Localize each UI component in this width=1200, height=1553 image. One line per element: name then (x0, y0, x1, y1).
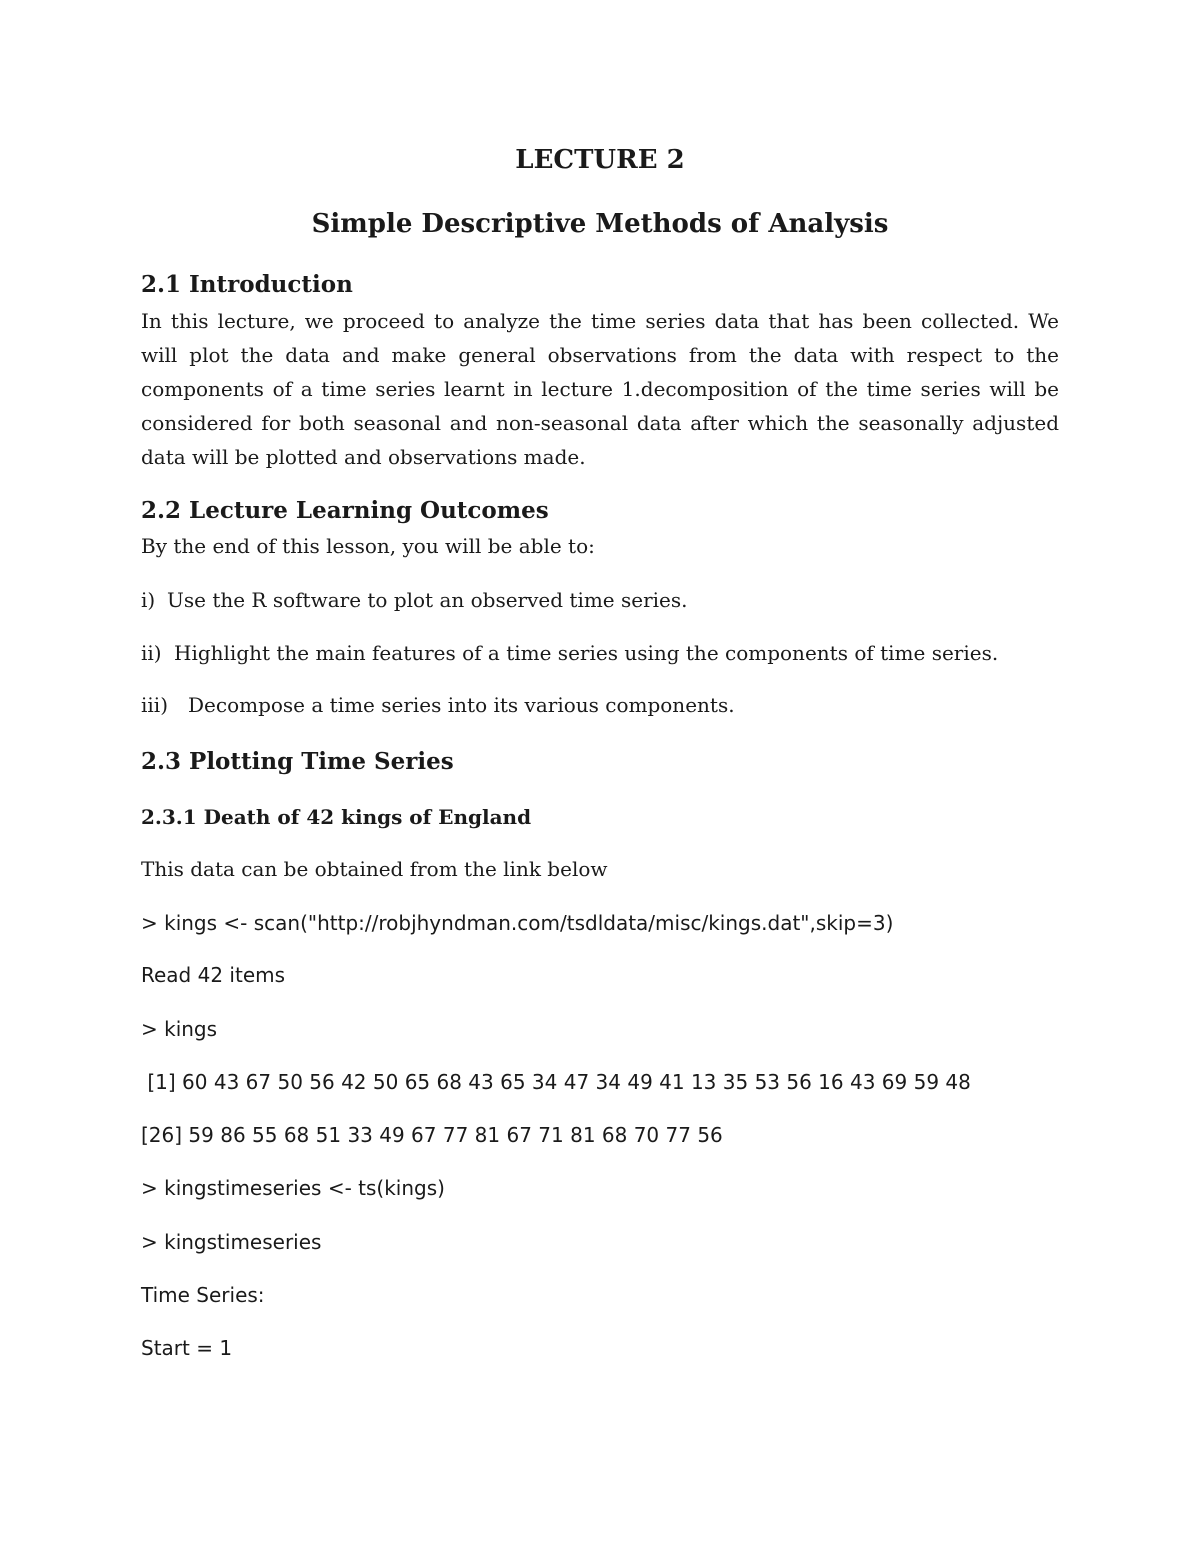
list-marker: ii) (141, 641, 162, 665)
paragraph-line: components of a time series learnt in lecture 1.decomposition of the time series will be (141, 377, 1059, 401)
section-heading-outcomes: 2.2 Lecture Learning Outcomes (141, 497, 549, 524)
list-item-text: Highlight the main features of a time series using the components of time series. (174, 641, 999, 665)
outcomes-lead: By the end of this lesson, you will be able to: (141, 534, 595, 558)
output-time-series-label: Time Series: (141, 1283, 265, 1307)
lecture-title: LECTURE 2 (515, 145, 685, 175)
lecture-subtitle: Simple Descriptive Methods of Analysis (311, 209, 889, 239)
code-line-kingstimeseries: > kingstimeseries (141, 1230, 322, 1254)
output-start: Start = 1 (141, 1336, 233, 1360)
list-item (141, 640, 998, 666)
list-marker: iii) (141, 693, 168, 717)
output-read-items: Read 42 items (141, 963, 286, 987)
list-item (141, 692, 735, 718)
paragraph-line: data will be plotted and observations made. (141, 445, 586, 469)
code-line-kings: > kings (141, 1017, 218, 1041)
document-page (141, 0, 1059, 1553)
code-line-scan: > kings <- scan("http://robjhyndman.com/tsdldata/misc/kings.dat",skip=3) (141, 911, 894, 935)
section-heading-plotting: 2.3 Plotting Time Series (141, 748, 454, 775)
code-line-ts: > kingstimeseries <- ts(kings) (141, 1176, 445, 1200)
paragraph-line: will plot the data and make general observations from the data with respect to the (141, 343, 1059, 367)
data-source-text: This data can be obtained from the link below (141, 857, 608, 881)
paragraph-line: In this lecture, we proceed to analyze the time series data that has been collected. We (141, 309, 1059, 333)
list-item (141, 587, 688, 613)
introduction-paragraph (141, 304, 1059, 474)
list-marker: i) (141, 588, 156, 612)
list-item-text: Use the R software to plot an observed time series. (167, 588, 688, 612)
list-item-text: Decompose a time series into its various components. (188, 693, 735, 717)
subsection-heading-kings: 2.3.1 Death of 42 kings of England (141, 805, 532, 829)
paragraph-line: considered for both seasonal and non-seasonal data after which the seasonally adjusted (141, 411, 1059, 435)
output-kings-row-1: [1] 60 43 67 50 56 42 50 65 68 43 65 34 47 34 49 41 13 35 53 56 16 43 69 59 48 (141, 1070, 971, 1094)
output-kings-row-2: [26] 59 86 55 68 51 33 49 67 77 81 67 71 81 68 70 77 56 (141, 1123, 723, 1147)
section-heading-introduction: 2.1 Introduction (141, 271, 353, 298)
